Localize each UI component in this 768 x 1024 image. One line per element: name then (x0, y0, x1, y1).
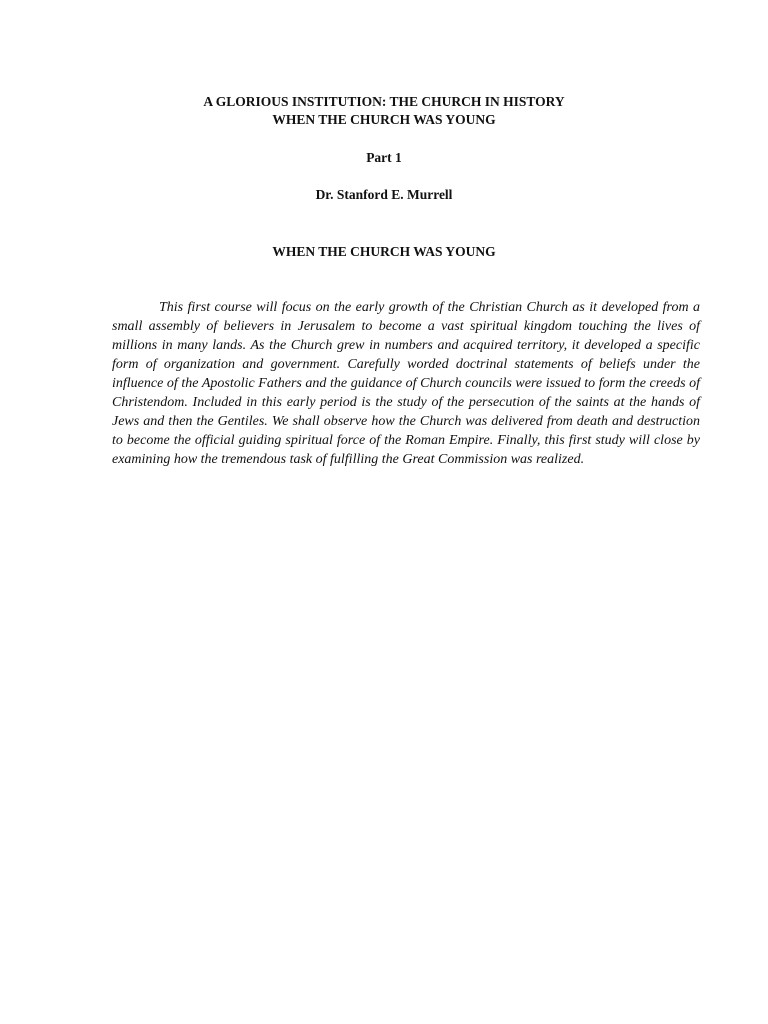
author-name: Dr. Stanford E. Murrell (315, 187, 453, 202)
document-title-line-2: WHEN THE CHURCH WAS YOUNG (272, 112, 496, 127)
section-heading: WHEN THE CHURCH WAS YOUNG (272, 244, 496, 259)
intro-paragraph: This first course will focus on the early growth of the Christian Church as it developed from a small assembly of believers in Jerusalem to become a vast spiritual kingdom touching the lives of millions in many lands. As the Church grew in numbers and acquired territory, it developed a specific form of organization and government. Carefully worded doctrinal statements of beliefs under the influence of the Apostolic Fathers and the guidance of Church councils were issued to form the creeds of Christendom. Included in this early period is the study of the persecution of the saints at the hands of Jews and then the Gentiles. We shall observe how the Church was delivered from death and destruction to become the official guiding spiritual force of the Roman Empire. Finally, this first study will close by examining how the tremendous task of fulfilling the Great Commission was realized. (112, 300, 700, 467)
document-title-line-1: A GLORIOUS INSTITUTION: THE CHURCH IN HISTORY (203, 94, 565, 109)
part-label: Part 1 (366, 150, 402, 165)
